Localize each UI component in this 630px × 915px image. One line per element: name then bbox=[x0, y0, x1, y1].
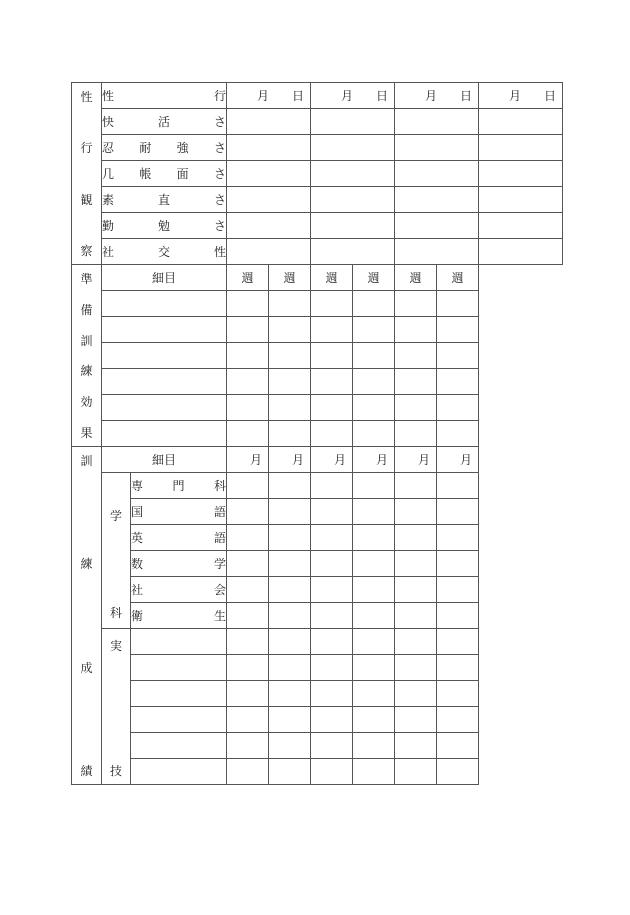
entry-cell[interactable] bbox=[395, 109, 479, 135]
effect-row bbox=[72, 343, 563, 369]
week-header: 週 bbox=[353, 265, 395, 291]
entry-cell[interactable] bbox=[311, 655, 353, 681]
entry-cell[interactable] bbox=[353, 551, 395, 577]
entry-cell[interactable] bbox=[353, 759, 395, 785]
entry-cell[interactable] bbox=[395, 733, 437, 759]
effect-row bbox=[72, 421, 563, 447]
entry-cell[interactable] bbox=[311, 603, 353, 629]
entry-cell[interactable] bbox=[395, 135, 479, 161]
entry-cell[interactable] bbox=[437, 473, 479, 499]
entry-cell[interactable] bbox=[269, 499, 311, 525]
entry-cell[interactable] bbox=[227, 525, 269, 551]
entry-cell[interactable] bbox=[353, 499, 395, 525]
entry-cell[interactable] bbox=[311, 239, 395, 265]
entry-cell[interactable] bbox=[311, 525, 353, 551]
entry-cell[interactable] bbox=[269, 551, 311, 577]
practical-row bbox=[72, 733, 563, 759]
effect-section-label: 準 備 訓 練 効 果 bbox=[72, 265, 102, 447]
item-cell[interactable] bbox=[102, 395, 227, 421]
trait-row bbox=[72, 213, 563, 239]
entry-cell[interactable] bbox=[311, 213, 395, 239]
entry-cell[interactable] bbox=[395, 239, 479, 265]
entry-cell[interactable] bbox=[227, 473, 269, 499]
trait-label: 社 交 性 bbox=[102, 239, 227, 265]
week-header: 週 bbox=[395, 265, 437, 291]
week-header: 週 bbox=[311, 265, 353, 291]
entry-cell[interactable] bbox=[311, 681, 353, 707]
entry-cell[interactable] bbox=[227, 187, 311, 213]
behavior-header-label: 性 行 bbox=[102, 83, 227, 109]
entry-cell[interactable] bbox=[269, 577, 311, 603]
entry-cell[interactable] bbox=[311, 733, 353, 759]
subject-label: 社 会 bbox=[131, 577, 227, 603]
date-header: 月 日 bbox=[395, 83, 479, 109]
entry-cell[interactable] bbox=[437, 421, 479, 447]
entry-cell[interactable] bbox=[437, 681, 479, 707]
entry-cell[interactable] bbox=[437, 655, 479, 681]
entry-cell[interactable] bbox=[353, 473, 395, 499]
entry-cell[interactable] bbox=[269, 525, 311, 551]
entry-cell[interactable] bbox=[437, 707, 479, 733]
trait-row bbox=[72, 135, 563, 161]
entry-cell[interactable] bbox=[437, 525, 479, 551]
month-header: 月 bbox=[395, 447, 437, 473]
entry-cell[interactable] bbox=[227, 681, 269, 707]
entry-cell[interactable] bbox=[353, 369, 395, 395]
entry-cell[interactable] bbox=[227, 135, 311, 161]
entry-cell[interactable] bbox=[395, 577, 437, 603]
entry-cell[interactable] bbox=[353, 603, 395, 629]
date-header: 月 日 bbox=[311, 83, 395, 109]
entry-cell[interactable] bbox=[227, 733, 269, 759]
entry-cell[interactable] bbox=[227, 369, 269, 395]
entry-cell[interactable] bbox=[269, 629, 311, 655]
entry-cell[interactable] bbox=[227, 655, 269, 681]
entry-cell[interactable] bbox=[395, 473, 437, 499]
practical-row bbox=[72, 759, 563, 785]
entry-cell[interactable] bbox=[395, 681, 437, 707]
item-cell[interactable] bbox=[131, 655, 227, 681]
subject-label: 国 語 bbox=[131, 499, 227, 525]
entry-cell[interactable] bbox=[269, 473, 311, 499]
practical-row bbox=[72, 655, 563, 681]
entry-cell[interactable] bbox=[311, 135, 395, 161]
entry-cell[interactable] bbox=[353, 681, 395, 707]
month-header: 月 bbox=[353, 447, 395, 473]
entry-cell[interactable] bbox=[479, 213, 563, 239]
entry-cell[interactable] bbox=[227, 759, 269, 785]
entry-cell[interactable] bbox=[311, 317, 353, 343]
item-cell[interactable] bbox=[131, 733, 227, 759]
entry-cell[interactable] bbox=[353, 343, 395, 369]
entry-cell[interactable] bbox=[227, 707, 269, 733]
entry-cell[interactable] bbox=[437, 317, 479, 343]
entry-cell[interactable] bbox=[395, 161, 479, 187]
item-cell[interactable] bbox=[102, 343, 227, 369]
item-cell[interactable] bbox=[102, 369, 227, 395]
trait-label: 素 直 さ bbox=[102, 187, 227, 213]
entry-cell[interactable] bbox=[353, 629, 395, 655]
item-cell[interactable] bbox=[131, 681, 227, 707]
entry-cell[interactable] bbox=[395, 707, 437, 733]
entry-cell[interactable] bbox=[395, 629, 437, 655]
entry-cell[interactable] bbox=[269, 291, 311, 317]
subject-row bbox=[72, 525, 563, 551]
entry-cell[interactable] bbox=[437, 369, 479, 395]
entry-cell[interactable] bbox=[395, 291, 437, 317]
entry-cell[interactable] bbox=[227, 551, 269, 577]
entry-cell[interactable] bbox=[227, 603, 269, 629]
entry-cell[interactable] bbox=[395, 499, 437, 525]
week-header: 週 bbox=[269, 265, 311, 291]
entry-cell[interactable] bbox=[311, 421, 353, 447]
entry-cell[interactable] bbox=[395, 317, 437, 343]
entry-cell[interactable] bbox=[437, 499, 479, 525]
trait-row bbox=[72, 109, 563, 135]
entry-cell[interactable] bbox=[353, 421, 395, 447]
entry-cell[interactable] bbox=[437, 759, 479, 785]
entry-cell[interactable] bbox=[311, 551, 353, 577]
entry-cell[interactable] bbox=[269, 343, 311, 369]
trait-row bbox=[72, 239, 563, 265]
entry-cell[interactable] bbox=[269, 369, 311, 395]
effect-row bbox=[72, 291, 563, 317]
practical-label: 実 技 bbox=[102, 629, 131, 785]
entry-cell[interactable] bbox=[395, 551, 437, 577]
subject-label: 数 学 bbox=[131, 551, 227, 577]
entry-cell[interactable] bbox=[395, 343, 437, 369]
week-header: 週 bbox=[227, 265, 269, 291]
month-header: 月 bbox=[227, 447, 269, 473]
entry-cell[interactable] bbox=[269, 603, 311, 629]
entry-cell[interactable] bbox=[479, 161, 563, 187]
entry-cell[interactable] bbox=[311, 395, 353, 421]
date-header: 月 日 bbox=[227, 83, 311, 109]
results-header-row bbox=[72, 447, 563, 473]
entry-cell[interactable] bbox=[311, 187, 395, 213]
effect-row bbox=[72, 395, 563, 421]
date-header: 月 日 bbox=[479, 83, 563, 109]
entry-cell[interactable] bbox=[269, 421, 311, 447]
entry-cell[interactable] bbox=[227, 395, 269, 421]
entry-cell[interactable] bbox=[269, 733, 311, 759]
entry-cell[interactable] bbox=[479, 239, 563, 265]
entry-cell[interactable] bbox=[311, 759, 353, 785]
entry-cell[interactable] bbox=[437, 629, 479, 655]
subject-row bbox=[72, 603, 563, 629]
trait-label: 勤 勉 さ bbox=[102, 213, 227, 239]
entry-cell[interactable] bbox=[227, 239, 311, 265]
entry-cell[interactable] bbox=[479, 135, 563, 161]
entry-cell[interactable] bbox=[353, 525, 395, 551]
subject-row bbox=[72, 577, 563, 603]
item-cell[interactable] bbox=[102, 317, 227, 343]
entry-cell[interactable] bbox=[227, 213, 311, 239]
entry-cell[interactable] bbox=[269, 707, 311, 733]
entry-cell[interactable] bbox=[479, 109, 563, 135]
item-cell[interactable] bbox=[102, 421, 227, 447]
item-cell[interactable] bbox=[102, 291, 227, 317]
entry-cell[interactable] bbox=[353, 291, 395, 317]
entry-cell[interactable] bbox=[437, 343, 479, 369]
entry-cell[interactable] bbox=[311, 161, 395, 187]
results-header-label: 細 目 bbox=[102, 447, 227, 473]
entry-cell[interactable] bbox=[311, 707, 353, 733]
entry-cell[interactable] bbox=[227, 421, 269, 447]
entry-cell[interactable] bbox=[227, 291, 269, 317]
entry-cell[interactable] bbox=[353, 733, 395, 759]
entry-cell[interactable] bbox=[227, 109, 311, 135]
entry-cell[interactable] bbox=[395, 603, 437, 629]
month-header: 月 bbox=[437, 447, 479, 473]
effect-row bbox=[72, 369, 563, 395]
entry-cell[interactable] bbox=[395, 213, 479, 239]
entry-cell[interactable] bbox=[437, 603, 479, 629]
entry-cell[interactable] bbox=[395, 369, 437, 395]
entry-cell[interactable] bbox=[437, 577, 479, 603]
subject-label: 専 門 科 bbox=[131, 473, 227, 499]
entry-cell[interactable] bbox=[395, 655, 437, 681]
results-section-label: 訓 練 成 績 bbox=[72, 447, 102, 785]
entry-cell[interactable] bbox=[353, 655, 395, 681]
entry-cell[interactable] bbox=[353, 577, 395, 603]
entry-cell[interactable] bbox=[311, 291, 353, 317]
entry-cell[interactable] bbox=[311, 499, 353, 525]
subject-label: 衛 生 bbox=[131, 603, 227, 629]
academic-label: 学 科 bbox=[102, 473, 131, 629]
entry-cell[interactable] bbox=[311, 629, 353, 655]
entry-cell[interactable] bbox=[227, 317, 269, 343]
trait-row bbox=[72, 161, 563, 187]
subject-row bbox=[72, 473, 563, 499]
entry-cell[interactable] bbox=[395, 525, 437, 551]
trait-row bbox=[72, 187, 563, 213]
week-header: 週 bbox=[437, 265, 479, 291]
entry-cell[interactable] bbox=[311, 343, 353, 369]
entry-cell[interactable] bbox=[311, 109, 395, 135]
entry-cell[interactable] bbox=[353, 395, 395, 421]
entry-cell[interactable] bbox=[269, 759, 311, 785]
entry-cell[interactable] bbox=[437, 551, 479, 577]
subject-label: 英 語 bbox=[131, 525, 227, 551]
entry-cell[interactable] bbox=[353, 707, 395, 733]
entry-cell[interactable] bbox=[311, 369, 353, 395]
practical-row bbox=[72, 707, 563, 733]
entry-cell[interactable] bbox=[311, 577, 353, 603]
entry-cell[interactable] bbox=[395, 187, 479, 213]
entry-cell[interactable] bbox=[395, 421, 437, 447]
entry-cell[interactable] bbox=[269, 395, 311, 421]
entry-cell[interactable] bbox=[227, 499, 269, 525]
entry-cell[interactable] bbox=[437, 291, 479, 317]
entry-cell[interactable] bbox=[479, 187, 563, 213]
entry-cell[interactable] bbox=[395, 395, 437, 421]
entry-cell[interactable] bbox=[227, 629, 269, 655]
practical-row bbox=[72, 681, 563, 707]
item-cell[interactable] bbox=[131, 629, 227, 655]
item-cell[interactable] bbox=[131, 707, 227, 733]
practical-row bbox=[72, 629, 563, 655]
entry-cell[interactable] bbox=[311, 473, 353, 499]
subject-row bbox=[72, 499, 563, 525]
entry-cell[interactable] bbox=[227, 343, 269, 369]
trait-label: 几 帳 面 さ bbox=[102, 161, 227, 187]
entry-cell[interactable] bbox=[437, 395, 479, 421]
behavior-header-row bbox=[72, 83, 563, 109]
effect-header-row bbox=[72, 265, 563, 291]
trait-label: 快 活 さ bbox=[102, 109, 227, 135]
subject-row bbox=[72, 551, 563, 577]
month-header: 月 bbox=[311, 447, 353, 473]
entry-cell[interactable] bbox=[227, 577, 269, 603]
item-cell[interactable] bbox=[131, 759, 227, 785]
entry-cell[interactable] bbox=[395, 759, 437, 785]
behavior-section-label: 性 行 観 察 bbox=[72, 83, 102, 265]
entry-cell[interactable] bbox=[227, 161, 311, 187]
trait-label: 忍 耐 強 さ bbox=[102, 135, 227, 161]
entry-cell[interactable] bbox=[269, 655, 311, 681]
effect-row bbox=[72, 317, 563, 343]
entry-cell[interactable] bbox=[437, 733, 479, 759]
month-header: 月 bbox=[269, 447, 311, 473]
entry-cell[interactable] bbox=[353, 317, 395, 343]
training-record-form bbox=[71, 82, 563, 785]
effect-header-label: 細 目 bbox=[102, 265, 227, 291]
entry-cell[interactable] bbox=[269, 681, 311, 707]
entry-cell[interactable] bbox=[269, 317, 311, 343]
